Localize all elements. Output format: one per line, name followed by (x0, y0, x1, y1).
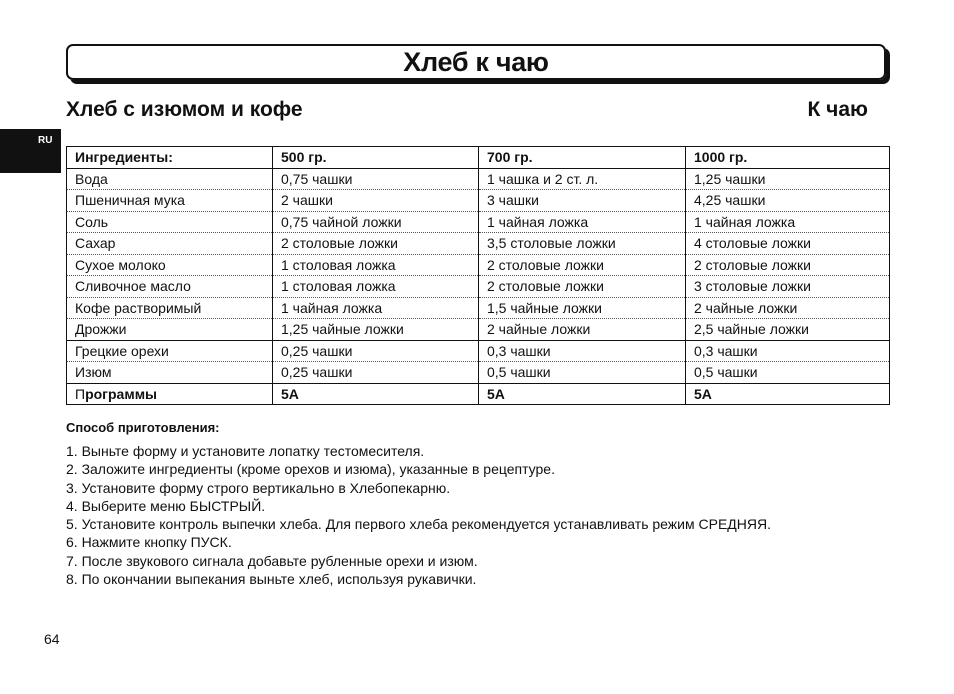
amount-cell: 2 чайные ложки (479, 319, 686, 341)
amount-cell: 2 чайные ложки (686, 297, 890, 319)
amount-cell: 1,25 чайные ложки (273, 319, 479, 341)
program-row (67, 383, 890, 405)
table-row (67, 340, 890, 362)
program-label-cell (67, 383, 273, 405)
amount-cell: 0,25 чашки (273, 340, 479, 362)
column-header-1000: 1000 гр. (686, 147, 890, 169)
ingredient-cell: Сливочное масло (67, 276, 273, 298)
amount-cell: 2 столовые ложки (686, 254, 890, 276)
recipe-title: Хлеб с изюмом и кофе (66, 98, 303, 121)
ingredient-cell: Сухое молоко (67, 254, 273, 276)
amount-cell: 2,5 чайные ложки (686, 319, 890, 341)
column-header-500: 500 гр. (273, 147, 479, 169)
page-title: Хлеб к чаю (403, 46, 549, 77)
amount-cell: 0,25 чашки (273, 362, 479, 384)
ingredient-cell: Кофе растворимый (67, 297, 273, 319)
amount-cell: 1 чайная ложка (273, 297, 479, 319)
page-number: 64 (44, 631, 60, 647)
amount-cell: 2 столовые ложки (479, 276, 686, 298)
amount-cell: 1,25 чашки (686, 168, 890, 190)
amount-cell: 4,25 чашки (686, 190, 890, 212)
amount-cell: 2 столовые ложки (273, 233, 479, 255)
recipe-category: К чаю (807, 98, 868, 121)
program-value-cell: 5А (686, 383, 890, 405)
program-label-initial: П (75, 385, 86, 402)
method-step: 1. Выньте форму и установите лопатку тестомесителя. (66, 443, 425, 459)
table-row (67, 211, 890, 233)
method-step: 5. Установите контроль выпечки хлеба. Для первого хлеба рекомендуется устанавливать режим СРЕДНЯЯ. (66, 516, 771, 533)
amount-cell: 1 чашка и 2 ст. л. (479, 168, 686, 190)
table-row (67, 254, 890, 276)
method-step: 6. Нажмите кнопку ПУСК. (66, 534, 232, 551)
table-row (67, 297, 890, 319)
program-value-cell: 5А (273, 383, 479, 405)
amount-cell: 1 чайная ложка (686, 211, 890, 233)
ingredient-cell: Пшеничная мука (67, 190, 273, 212)
table-row (67, 190, 890, 212)
table-header-row (67, 147, 890, 169)
ingredient-cell: Дрожжи (67, 319, 273, 341)
ingredient-cell: Соль (67, 211, 273, 233)
table-row (67, 233, 890, 255)
page-title-frame (66, 44, 886, 80)
amount-cell: 3,5 столовые ложки (479, 233, 686, 255)
ingredient-cell: Изюм (67, 362, 273, 384)
amount-cell: 0,3 чашки (479, 340, 686, 362)
amount-cell: 2 чашки (273, 190, 479, 212)
method-step: 3. Установите форму строго вертикально в Хлебопекарню. (66, 479, 451, 496)
method-title: Способ приготовления: (66, 420, 220, 435)
table-row (67, 319, 890, 341)
amount-cell: 3 столовые ложки (686, 276, 890, 298)
amount-cell: 0,3 чашки (686, 340, 890, 362)
amount-cell: 0,75 чайной ложки (273, 211, 479, 233)
amount-cell: 3 чашки (479, 190, 686, 212)
amount-cell: 0,5 чашки (479, 362, 686, 384)
ingredient-cell: Вода (67, 168, 273, 190)
language-tab (0, 129, 61, 173)
amount-cell: 1 столовая ложка (273, 254, 479, 276)
amount-cell: 0,75 чашки (273, 168, 479, 190)
table-row (67, 362, 890, 384)
amount-cell: 1,5 чайные ложки (479, 297, 686, 319)
method-step: 7. После звукового сигнала добавьте рубленные орехи и изюм. (66, 552, 478, 569)
table-row (67, 168, 890, 190)
amount-cell: 0,5 чашки (686, 362, 890, 384)
table-row (67, 276, 890, 298)
amount-cell: 4 столовые ложки (686, 233, 890, 255)
language-label: RU (38, 135, 53, 146)
method-step: 4. Выберите меню БЫСТРЫЙ. (66, 497, 266, 514)
method-step: 8. По окончании выпекания выньте хлеб, используя рукавички. (66, 571, 477, 588)
method-steps-list (66, 442, 771, 588)
program-value-cell: 5А (479, 383, 686, 405)
ingredient-cell: Сахар (67, 233, 273, 255)
column-header-ingredients: Ингредиенты: (67, 147, 273, 169)
amount-cell: 2 столовые ложки (479, 254, 686, 276)
method-step: 2. Заложите ингредиенты (кроме орехов и изюма), указанные в рецептуре. (66, 461, 555, 478)
ingredient-cell: Грецкие орехи (67, 340, 273, 362)
amount-cell: 1 столовая ложка (273, 276, 479, 298)
amount-cell: 1 чайная ложка (479, 211, 686, 233)
column-header-700: 700 гр. (479, 147, 686, 169)
ingredients-table (66, 146, 890, 405)
program-label-rest: рограммы (85, 385, 158, 402)
